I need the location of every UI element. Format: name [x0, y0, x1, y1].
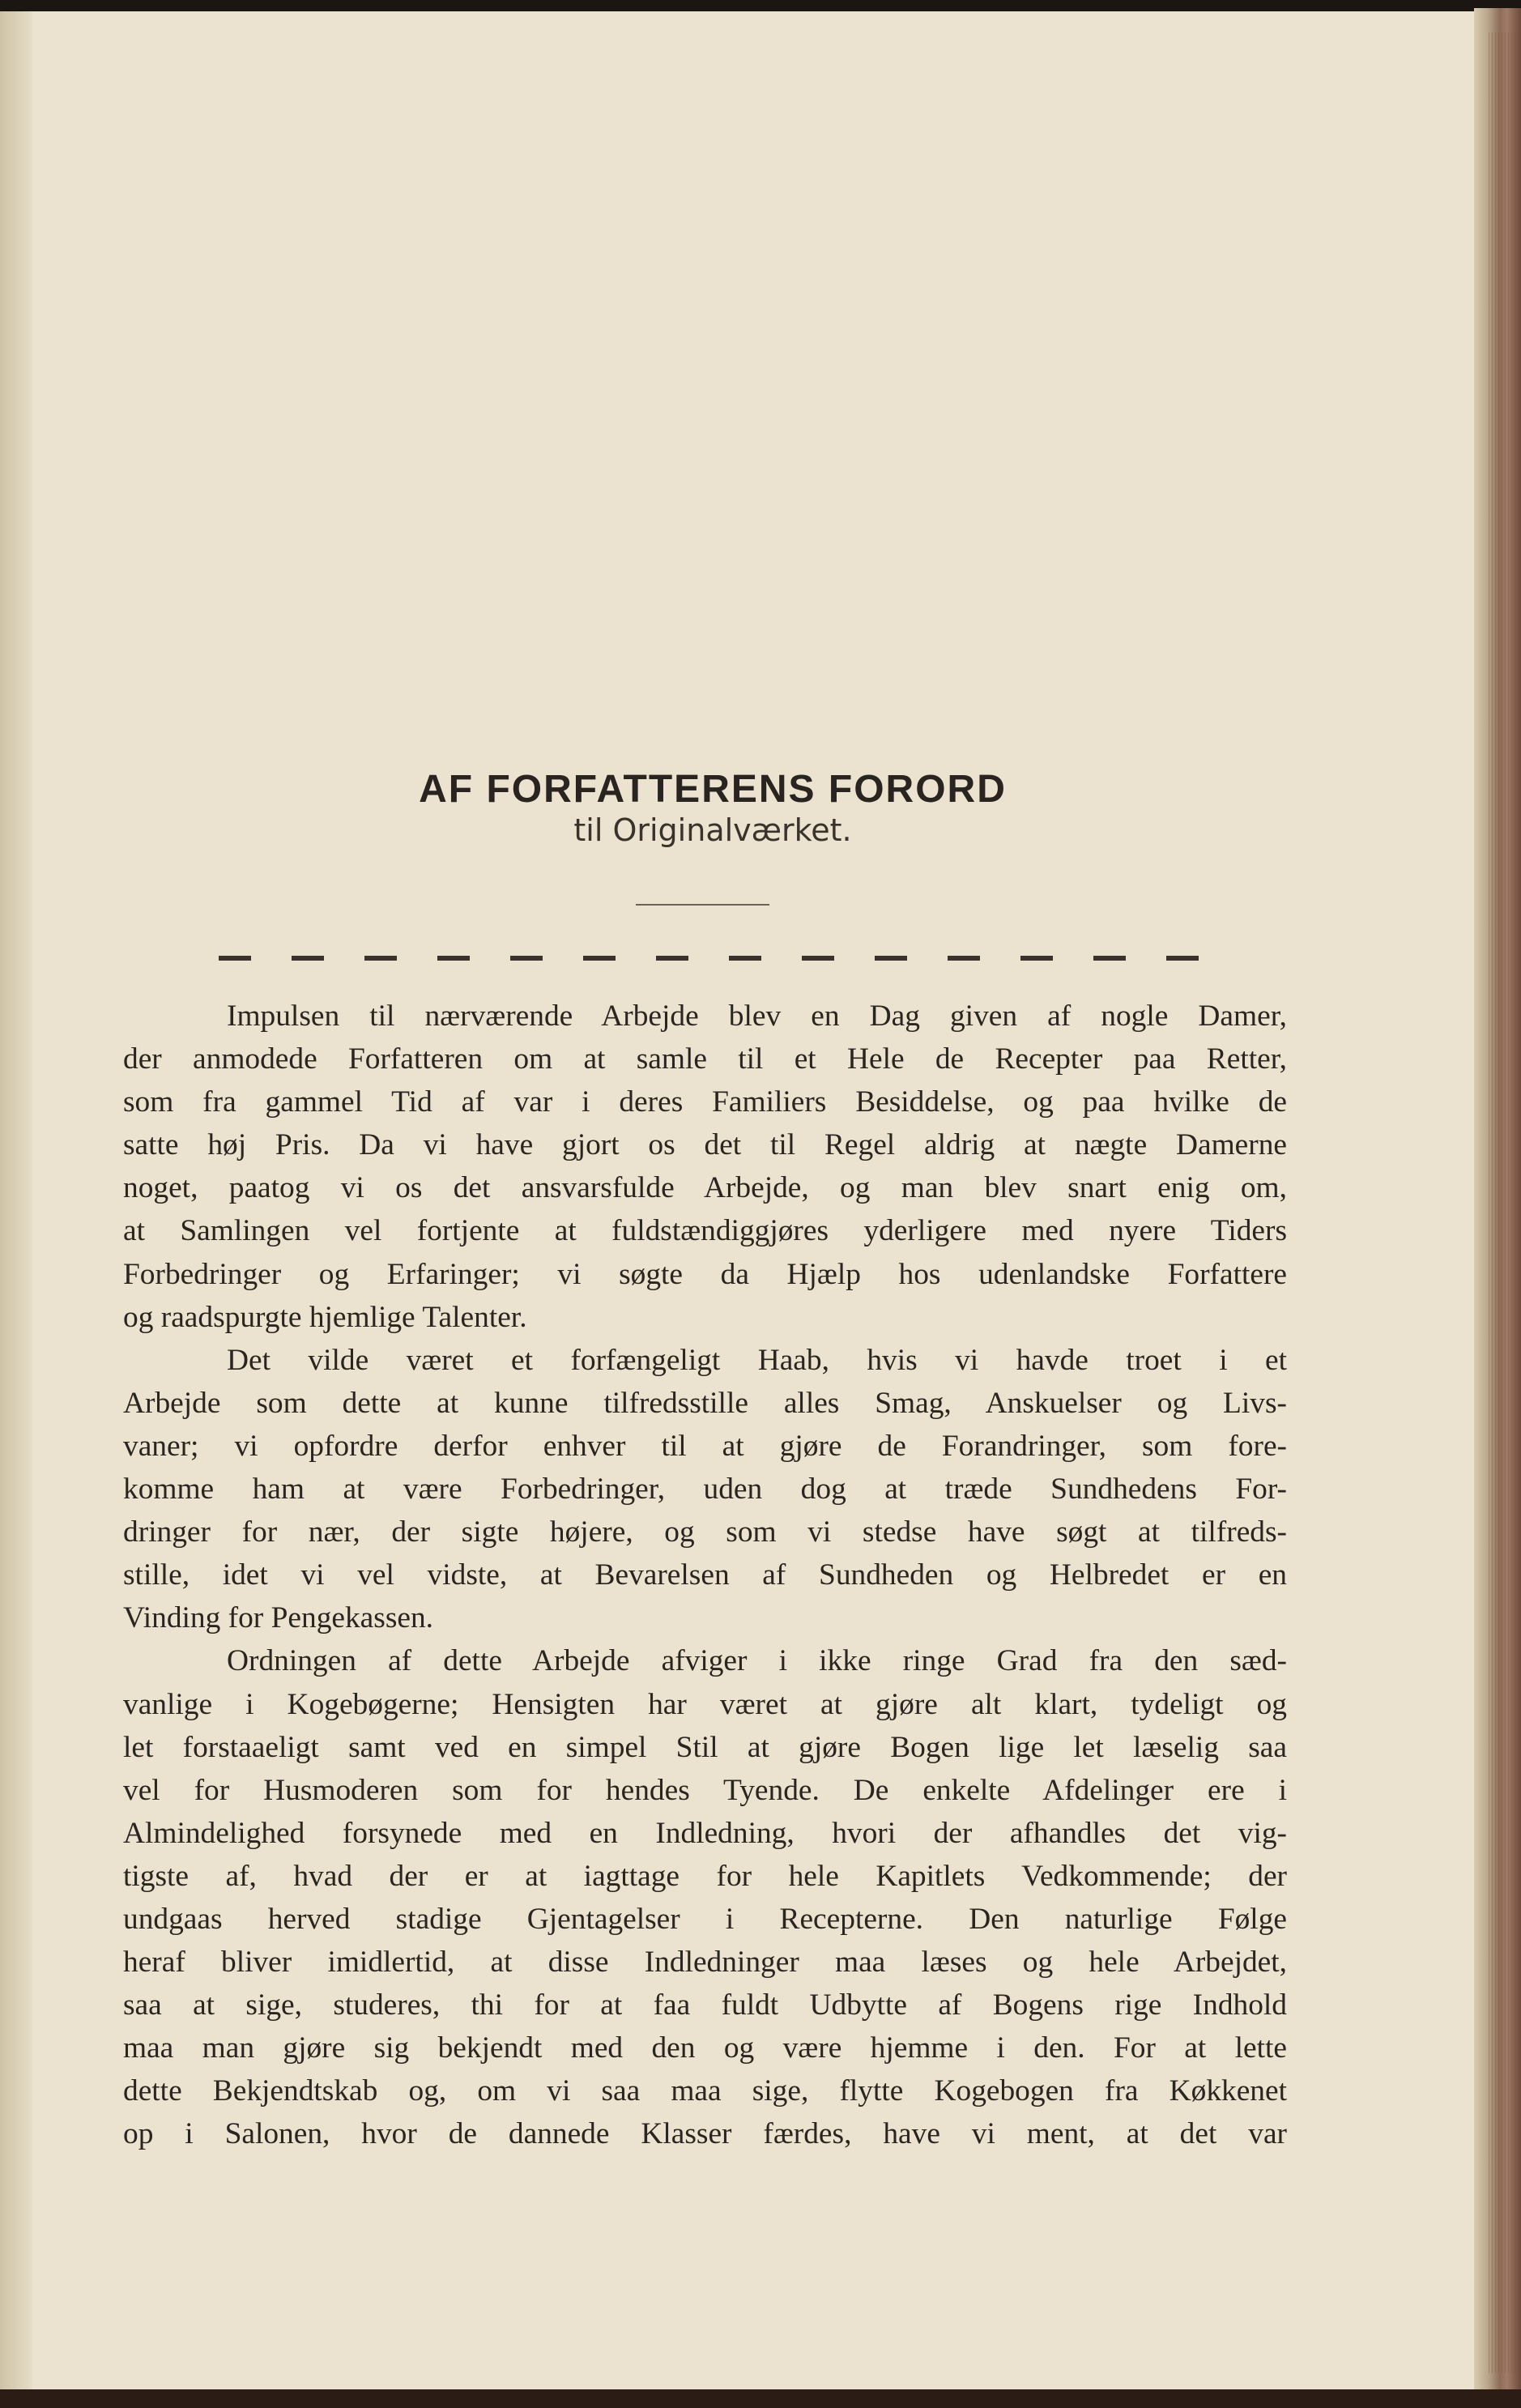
text-line: vanlige i Kogebøgerne; Hensigten har været at gjøre alt klart, tydeligt og	[123, 1687, 1287, 1721]
text-line: Impulsen til nærværende Arbejde blev en Dag given af nogle Damer,	[227, 999, 1287, 1033]
page-subtitle: til Originalværket.	[573, 812, 852, 848]
text-line: at Samlingen vel fortjente at fuldstændiggjøres yderligere med nyere Tiders	[123, 1214, 1287, 1248]
text-line: heraf bliver imidlertid, at disse Indledninger maa læses og hele Arbejdet,	[123, 1946, 1287, 1980]
text-line: Forbedringer og Erfaringer; vi søgte da Hjælp hos udenlandske Forfattere	[123, 1257, 1287, 1291]
text-line: Ordningen af dette Arbejde afviger i ikke ringe Grad fra den sæd-	[227, 1644, 1287, 1678]
text-line: noget, paatog vi os det ansvarsfulde Arbejde, og man blev snart enig om,	[123, 1171, 1287, 1205]
text-line: op i Salonen, hvor de dannede Klasser færdes, have vi ment, at det var	[123, 2117, 1287, 2151]
text-line: Arbejde som dette at kunne tilfredsstille alles Smag, Anskuelser og Livs-	[123, 1386, 1287, 1420]
text-line: tigste af, hvad der er at iagttage for hele Kapitlets Vedkommende; der	[123, 1859, 1287, 1893]
title-rule	[636, 904, 769, 906]
text-line: Vinding for Pengekassen.	[123, 1601, 434, 1635]
text-line: vaner; vi opfordre derfor enhver til at gjøre de Forandringer, som fore-	[123, 1429, 1287, 1463]
text-line: og raadspurgte hjemlige Talenter.	[123, 1300, 527, 1334]
text-line: som fra gammel Tid af var i deres Familiers Besiddelse, og paa hvilke de	[123, 1085, 1287, 1119]
text-line: vel for Husmoderen som for hendes Tyende. De enkelte Afdelinger ere i	[123, 1773, 1287, 1807]
page-bottom-edge	[0, 2389, 1521, 2408]
text-line: undgaas herved stadige Gjentagelser i Recepterne. Den naturlige Følge	[123, 1902, 1287, 1936]
page-title: AF FORFATTERENS FORORD	[419, 768, 1007, 812]
paragraph	[123, 995, 1287, 1339]
text-line: satte høj Pris. Da vi have gjort os det til Regel aldrig at nægte Damerne	[123, 1128, 1287, 1162]
text-line: stille, idet vi vel vidste, at Bevarelsen af Sundheden og Helbredet er en	[123, 1558, 1287, 1592]
page-stack-lines	[1486, 32, 1519, 2373]
text-line: maa man gjøre sig bekjendt med den og være hjemme i den. For at lette	[123, 2031, 1287, 2065]
paragraph	[123, 1639, 1287, 2155]
text-line: saa at sige, studeres, thi for at faa fuldt Udbytte af Bogens rige Indhold	[123, 1988, 1287, 2022]
page-left-margin	[0, 11, 32, 2389]
text-line: dette Bekjendtskab og, om vi saa maa sige, flytte Kogebogen fra Køkkenet	[123, 2074, 1287, 2108]
text-line: Det vilde været et forfængeligt Haab, hvis vi havde troet i et	[227, 1343, 1287, 1377]
text-line: komme ham at være Forbedringer, uden dog at træde Sundhedens For-	[123, 1473, 1287, 1507]
dashed-separator	[219, 956, 1199, 961]
paragraph	[123, 1339, 1287, 1640]
page-top-edge	[0, 0, 1521, 11]
text-line: der anmodede Forfatteren om at samle til et Hele de Recepter paa Retter,	[123, 1042, 1287, 1076]
text-line: Almindelighed forsynede med en Indledning, hvori der afhandles det vig-	[123, 1816, 1287, 1850]
text-line: dringer for nær, der sigte højere, og som vi stedse have søgt at tilfreds-	[123, 1515, 1287, 1549]
preface-body	[123, 995, 1287, 2156]
text-line: let forstaaeligt samt ved en simpel Stil at gjøre Bogen lige let læselig saa	[123, 1730, 1287, 1764]
